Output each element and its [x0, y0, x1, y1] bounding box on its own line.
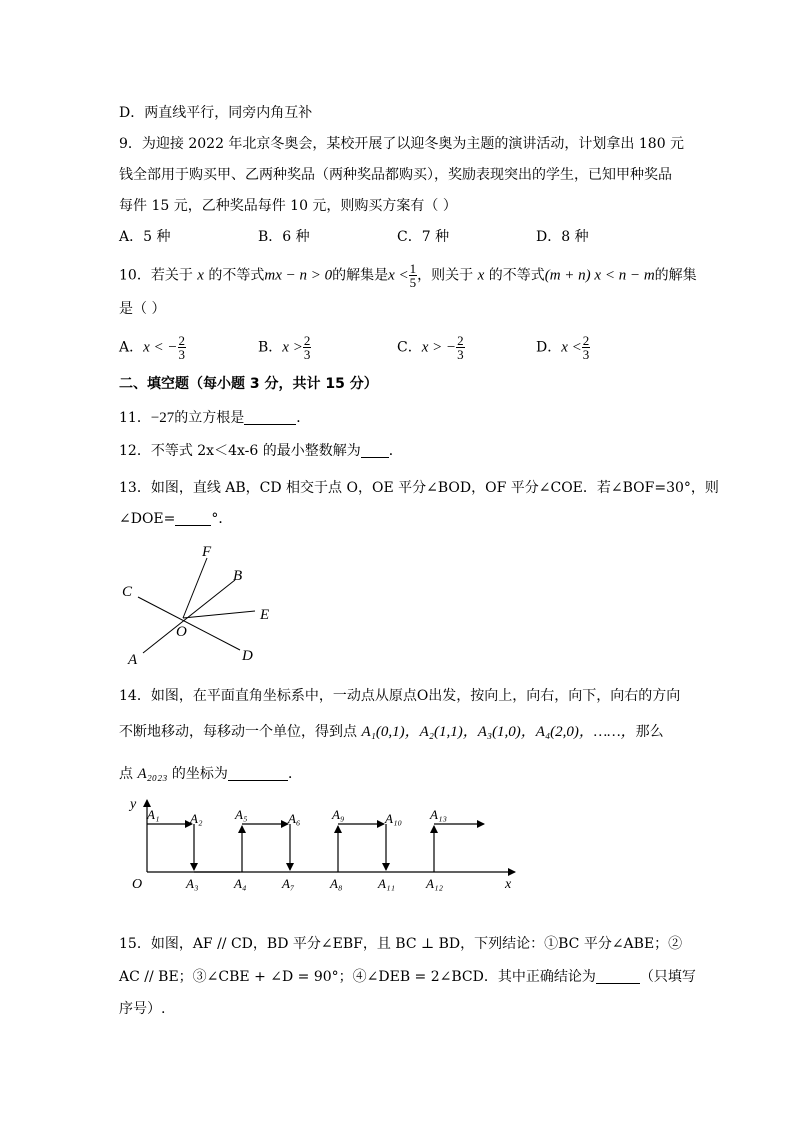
q10-text: ，则关于 — [417, 267, 478, 284]
label-a10: A₁₀ — [385, 811, 402, 826]
label-a2: A₂ — [190, 811, 203, 826]
q14-text: 的坐标为 — [167, 766, 228, 782]
q8-option-d: D．两直线平行，同旁内角互补 — [119, 105, 313, 121]
q10-line2: 是（ ） — [119, 301, 166, 317]
q10-text: 的不等式 — [203, 267, 265, 284]
label-a7: A₇ — [282, 876, 295, 891]
q14-text: 点 — [119, 766, 138, 782]
label-o: O — [176, 624, 187, 640]
option-fraction — [456, 334, 465, 361]
label-a11: A₁₁ — [378, 876, 395, 891]
q14-line1: 14．如图，在平面直角坐标系中，一动点从原点O出发，按向上，向右，向下，向右的方向 — [119, 688, 681, 704]
q11-expr: −27 — [150, 410, 175, 426]
label-a6: A₆ — [288, 811, 301, 826]
label-a3: A₃ — [186, 876, 199, 891]
q12 — [119, 441, 403, 461]
q11 — [119, 408, 310, 428]
q9-line2: 钱全部用于购买甲、乙两种奖品（两种奖品都购买），奖励表现突出的学生，已知甲种奖品 — [119, 167, 672, 183]
q10-text: 的解集 — [654, 267, 697, 284]
q14-point: A₂₀₂₃ — [137, 766, 168, 782]
q14-answer-blank[interactable] — [228, 766, 288, 781]
option-label: D． — [536, 339, 562, 356]
q13-answer-blank[interactable] — [175, 511, 211, 526]
section-2-title: 二、填空题（每小题 3 分，共计 15 分） — [119, 376, 378, 392]
q9-line1: 9．为迎接 2022 年北京冬奥会，某校开展了以迎冬奥为主题的演讲活动，计划拿出 180 元 — [119, 136, 685, 152]
option-label: A． — [119, 339, 144, 356]
label-a12: A₁₂ — [426, 876, 443, 891]
q14-text: 那么 — [635, 724, 664, 740]
option-label: C． — [397, 339, 422, 356]
path-segments — [147, 824, 484, 872]
option-expr: x < — [561, 339, 582, 356]
q15-line2 — [119, 967, 696, 987]
q13-line1: 13．如图，直线 AB，CD 相交于点 O，OE 平分∠BOD，OF 平分∠COE．若∠BOF=30°，则 — [119, 480, 719, 496]
denominator: 5 — [409, 275, 417, 290]
q10-solution-fraction — [409, 262, 418, 289]
label-a: A — [128, 652, 138, 668]
label-c: C — [122, 584, 133, 600]
q10-text: 的解集是 — [332, 267, 389, 284]
q9-option-a: A．5 种 — [119, 229, 171, 245]
label-e: E — [260, 607, 270, 623]
option-expr: x < − — [143, 339, 178, 356]
q10-var-x: x — [197, 267, 204, 284]
q10-option-d — [536, 334, 590, 361]
q14-line2 — [119, 722, 664, 742]
numerator: 2 — [303, 333, 311, 348]
x-axis-label: x — [505, 877, 512, 892]
label-a9: A₉ — [332, 807, 345, 822]
q9-option-c: C．7 种 — [397, 229, 450, 245]
q10-option-a — [119, 334, 186, 361]
label-a4: A₄ — [234, 876, 247, 891]
q13-line2 — [119, 509, 232, 529]
ray-of — [183, 558, 207, 618]
option-fraction — [582, 334, 591, 361]
option-fraction — [303, 334, 312, 361]
q14-line3 — [119, 764, 302, 784]
q15-text: AC // BE；③∠CBE + ∠D = 90°；④∠DEB = 2∠BCD．其中正确结论为 — [119, 969, 596, 985]
q15-line1: 15．如图，AF // CD，BD 平分∠EBF，且 BC ⊥ BD，下列结论：①BC 平分∠ABE；② — [119, 936, 683, 952]
line-ab — [143, 580, 235, 653]
q9-option-d: D．8 种 — [536, 229, 589, 245]
q10-text: 的不等式 — [484, 267, 545, 284]
q10-solution-lhs: x < — [388, 267, 409, 284]
ray-oe — [183, 611, 255, 618]
q12-end: ． — [388, 443, 403, 459]
q12-answer-blank[interactable] — [361, 443, 389, 458]
label-b: B — [233, 568, 243, 584]
q9-option-b: B．6 种 — [258, 229, 310, 245]
q11-number: 11． — [119, 410, 151, 426]
label-a1: A₁ — [147, 807, 160, 822]
denominator: 3 — [303, 347, 311, 362]
q10-inequality-2: (m + n) x < n − m — [544, 267, 655, 284]
q15-line3: 序号）. — [119, 1001, 166, 1017]
q10-option-b — [258, 334, 311, 361]
label-d: D — [242, 648, 253, 664]
option-fraction — [178, 334, 187, 361]
numerator: 2 — [582, 333, 590, 348]
q10-line1 — [119, 262, 697, 289]
q15-answer-blank[interactable] — [596, 969, 640, 984]
q10-text: 10．若关于 — [119, 267, 198, 284]
denominator: 3 — [457, 347, 464, 362]
origin-label: O — [132, 877, 143, 892]
option-expr: x > — [282, 339, 303, 356]
label-a8: A₈ — [330, 876, 343, 891]
q10-var-x: x — [477, 267, 485, 284]
numerator: 2 — [457, 333, 464, 348]
q10-option-c — [397, 334, 465, 361]
option-expr: x > − — [421, 339, 457, 356]
denominator: 3 — [582, 347, 590, 362]
numerator: 1 — [409, 261, 417, 276]
denominator: 3 — [178, 347, 186, 362]
q13-text: ∠DOE= — [119, 511, 176, 527]
label-a5: A₅ — [235, 807, 248, 822]
q12-text: 12．不等式 2x＜4x-6 的最小整数解为 — [119, 443, 361, 459]
q9-line3: 每件 15 元，乙种奖品每件 10 元，则购买方案有（ ） — [119, 198, 457, 214]
q13-text: °． — [211, 511, 233, 527]
numerator: 2 — [178, 333, 186, 348]
line-cd — [138, 597, 240, 650]
label-f: F — [202, 544, 212, 560]
q14-figure — [110, 792, 530, 896]
q11-end: ． — [296, 410, 311, 426]
q15-text: （只填写 — [639, 969, 696, 985]
option-label: B． — [258, 339, 283, 356]
q14-end: ． — [287, 766, 302, 782]
label-a13: A₁₃ — [430, 807, 447, 822]
q10-inequality-1: mx − n > 0 — [264, 267, 333, 284]
q11-text: 的立方根是 — [174, 410, 245, 426]
q14-text: 不断地移动，每移动一个单位，得到点 — [119, 724, 362, 740]
q14-points: A₁(0,1)，A₂(1,1)，A₃(1,0)，A₄(2,0)，……， — [361, 724, 636, 740]
q13-figure — [110, 540, 290, 670]
y-axis-label: y — [130, 797, 137, 812]
q11-answer-blank[interactable] — [244, 410, 296, 425]
